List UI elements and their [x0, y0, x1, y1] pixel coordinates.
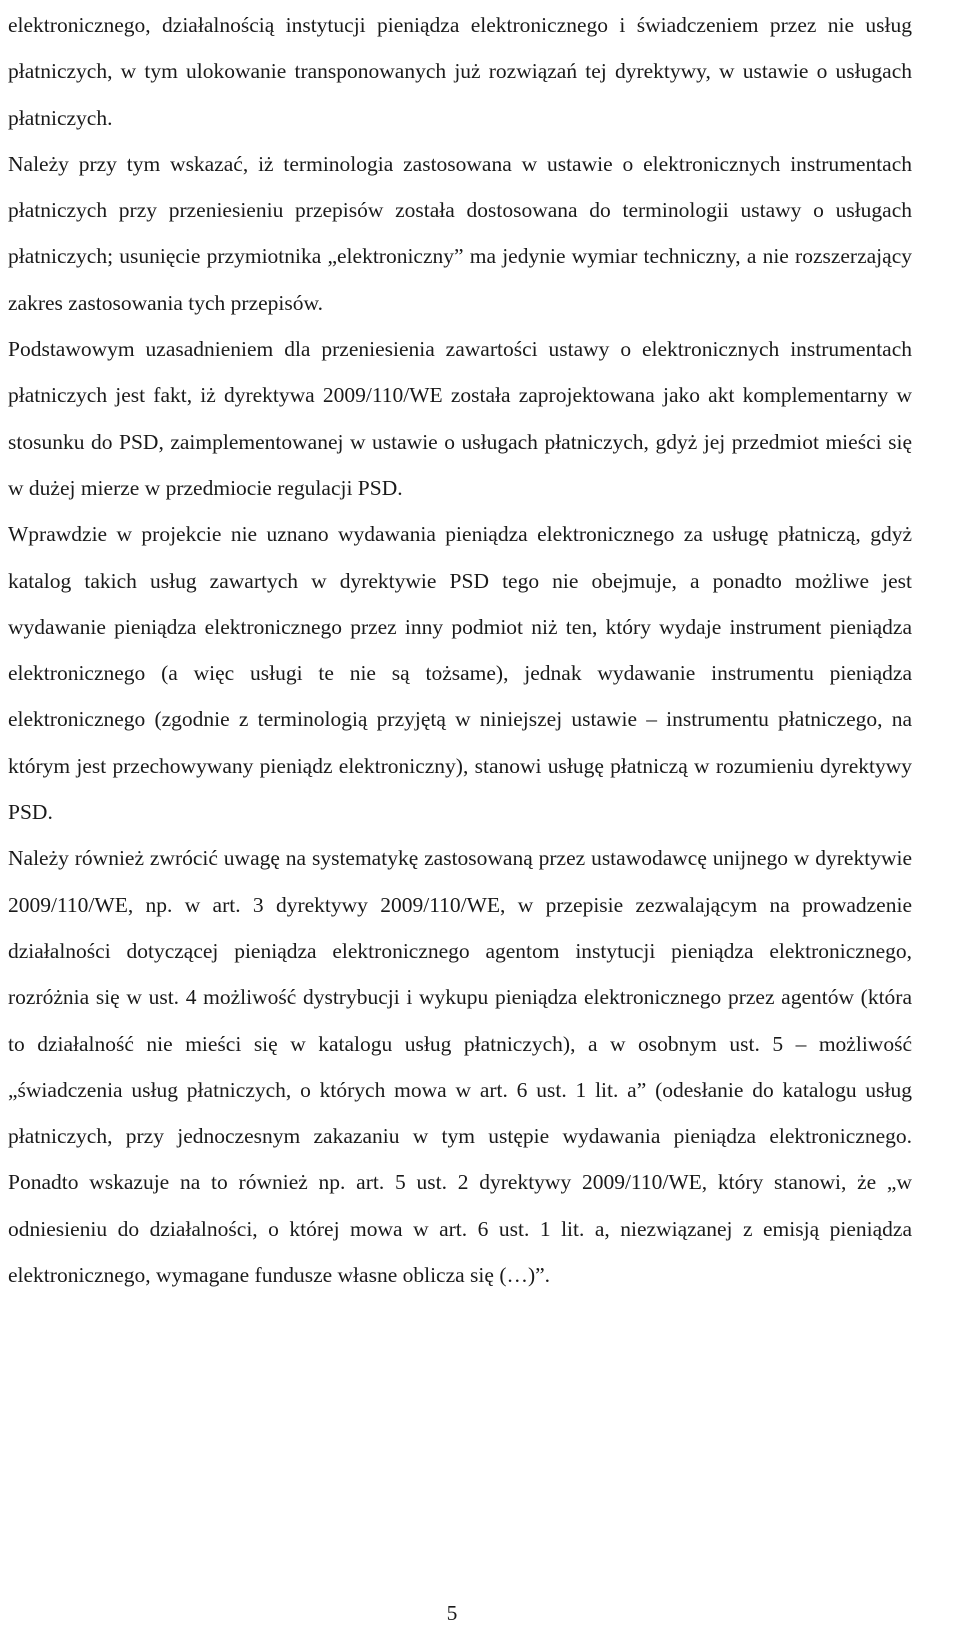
paragraph-payment-service: Wprawdzie w projekcie nie uznano wydawania pieniądza elektronicznego za usługę płatniczą, gdyż katalog takich usług zawartych w dyrektywie PSD tego nie obejmuje, a ponadto możliwe jest wydawanie pieniądza elektronicznego przez inny podmiot niż ten, który wydaje instrument pieniądza elektronicznego (a więc usługi te nie są tożsame), jednak wydawanie instrumentu pieniądza elektronicznego (zgodnie z terminologią przyjętą w niniejszej ustawie – instrumentu płatniczego, na którym jest przechowywany pieniądz elektroniczny), stanowi usługę płatniczą w rozumieniu dyrektywy PSD.: [8, 522, 912, 825]
paragraph-justification: Podstawowym uzasadnieniem dla przeniesienia zawartości ustawy o elektronicznych instrumentach płatniczych jest fakt, iż dyrektywa 2009/110/WE została zaprojektowana jako akt komplementarny w stosunku do PSD, zaimplementowanej w ustawie o usługach płatniczych, gdyż jej przedmiot mieści się w dużej mierze w przedmiocie regulacji PSD.: [8, 337, 912, 500]
paragraph-continuation: elektronicznego, działalnością instytucji pieniądza elektronicznego i świadczeniem przez nie usług płatniczych, w tym ulokowanie transponowanych już rozwiązań tej dyrektywy, w ustawie o usługach płatniczych.: [8, 13, 912, 130]
page-number: 5: [446, 1601, 458, 1625]
paragraph-systematics: Należy również zwrócić uwagę na systematykę zastosowaną przez ustawodawcę unijnego w dyrektywie 2009/110/WE, np. w art. 3 dyrektywy 2009/110/WE, w przepisie zezwalającym na prowadzenie działalności dotyczącej pieniądza elektronicznego agentom instytucji pieniądza elektronicznego, rozróżnia się w ust. 4 możliwość dystrybucji i wykupu pieniądza elektronicznego przez agentów (która to działalność nie mieści się w katalogu usług płatniczych), a w osobnym ust. 5 – możliwość „świadczenia usług płatniczych, o których mowa w art. 6 ust. 1 lit. a” (odesłanie do katalogu usług płatniczych, przy jednoczesnym zakazaniu w tym ustępie wydawania pieniądza elektronicznego. Ponadto wskazuje na to również np. art. 5 ust. 2 dyrektywy 2009/110/WE, który stanowi, że „w odniesieniu do działalności, o której mowa w art. 6 ust. 1 lit. a, niezwiązanej z emisją pieniądza elektronicznego, wymagane fundusze własne oblicza się (…)”.: [8, 846, 912, 1288]
paragraph-terminology: Należy przy tym wskazać, iż terminologia zastosowana w ustawie o elektronicznych instrumentach płatniczych przy przeniesieniu przepisów została dostosowana do terminologii ustawy o usługach płatniczych; usunięcie przymiotnika „elektroniczny” ma jedynie wymiar techniczny, a nie rozszerzający zakres zastosowania tych przepisów.: [8, 151, 912, 315]
